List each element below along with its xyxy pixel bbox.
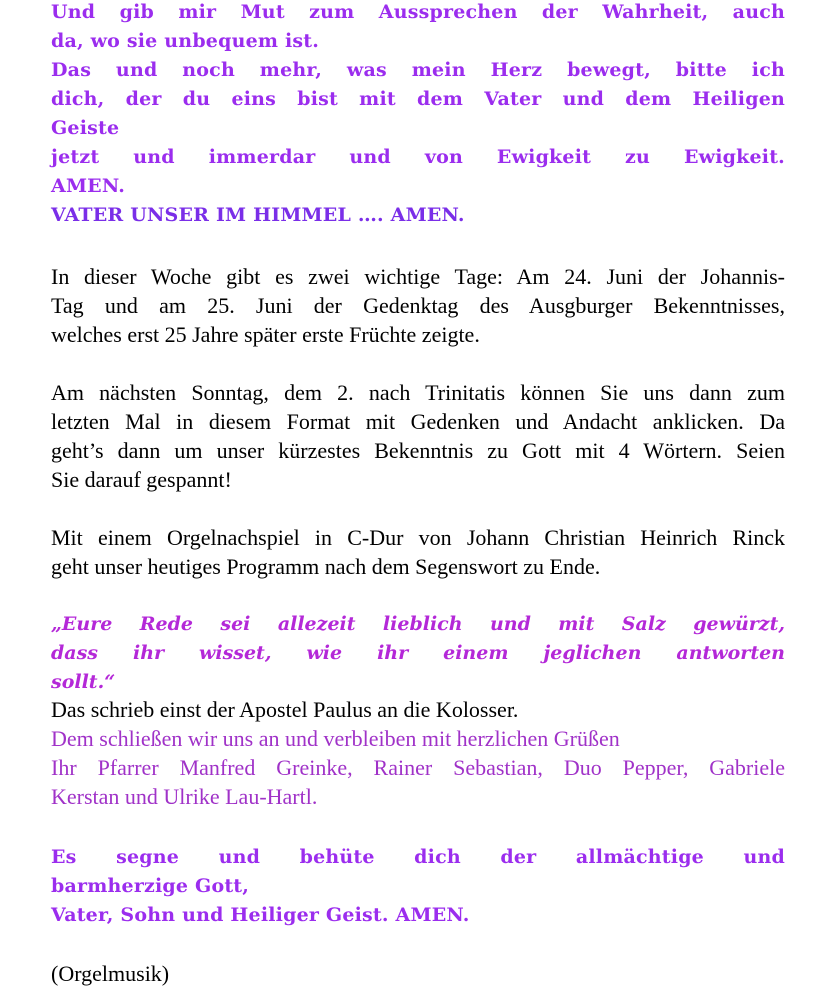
closing-signatories-line-1: Ihr Pfarrer Manfred Greinke, Rainer Sebastian, Duo Pepper, Gabriele bbox=[51, 755, 785, 780]
paragraph-line: geht’s dann um unser kürzestes Bekenntnis zu Gott mit 4 Wörtern. Seien bbox=[51, 438, 785, 463]
document-body bbox=[51, 0, 785, 988]
quote-line-1: „Eure Rede sei allezeit lieblich und mit Salz gewürzt, bbox=[51, 613, 785, 635]
prayer-line-7: AMEN. bbox=[51, 175, 126, 197]
blessing-block bbox=[51, 843, 785, 930]
music-label: (Orgelmusik) bbox=[51, 961, 170, 986]
blessing-line-1: Es segne und behüte dich der allmächtige und bbox=[51, 846, 785, 868]
quote-attribution: Das schrieb einst der Apostel Paulus an die Kolosser. bbox=[51, 697, 519, 722]
blessing-line-3: Vater, Sohn und Heiliger Geist. AMEN. bbox=[51, 904, 470, 926]
spacer bbox=[51, 811, 785, 840]
prayer-line-6: jetzt und immerdar und von Ewigkeit zu Ewigkeit. bbox=[51, 146, 785, 168]
paragraph-line: Mit einem Orgelnachspiel in C-Dur von Johann Christian Heinrich Rinck bbox=[51, 525, 785, 550]
paragraph-next-sunday bbox=[51, 378, 785, 494]
quote-line-2: dass ihr wisset, wie ihr einem jeglichen antworten bbox=[51, 642, 785, 664]
quote-line-3: sollt.“ bbox=[51, 671, 116, 693]
spacer bbox=[51, 494, 785, 523]
paragraph-line: welches erst 25 Jahre später erste Früchte zeigte. bbox=[51, 322, 480, 347]
paragraph-line: geht unser heutiges Programm nach dem Segenswort zu Ende. bbox=[51, 554, 601, 579]
spacer bbox=[51, 581, 785, 610]
bible-quote bbox=[51, 610, 785, 697]
organ-music-note bbox=[51, 959, 785, 988]
paragraph-line: letzten Mal in diesem Format mit Gedenken und Andacht anklicken. Da bbox=[51, 409, 785, 434]
paragraph-organ-postlude bbox=[51, 523, 785, 581]
prayer-block bbox=[51, 0, 785, 230]
closing-signatories-line-2: Kerstan und Ulrike Lau-Hartl. bbox=[51, 784, 318, 809]
spacer bbox=[51, 349, 785, 378]
prayer-line-1: Und gib mir Mut zum Aussprechen der Wahrheit, auch bbox=[51, 1, 785, 23]
paragraph-line: Am nächsten Sonntag, dem 2. nach Trinitatis können Sie uns dann zum bbox=[51, 380, 785, 405]
prayer-line-5: Geiste bbox=[51, 117, 120, 139]
paragraph-line: Sie darauf gespannt! bbox=[51, 467, 232, 492]
vater-unser-line: VATER UNSER IM HIMMEL …. AMEN. bbox=[51, 204, 465, 226]
spacer bbox=[51, 930, 785, 959]
paragraph-line: Tag und am 25. Juni der Gedenktag des Ausgburger Bekenntnisses, bbox=[51, 293, 785, 318]
paragraph-important-days bbox=[51, 262, 785, 349]
closing-block bbox=[51, 695, 785, 811]
prayer-line-2: da, wo sie unbequem ist. bbox=[51, 30, 320, 52]
prayer-line-4: dich, der du eins bist mit dem Vater und dem Heiligen bbox=[51, 88, 785, 110]
prayer-line-3: Das und noch mehr, was mein Herz bewegt, bitte ich bbox=[51, 59, 785, 81]
blessing-line-2: barmherzige Gott, bbox=[51, 875, 250, 897]
spacer bbox=[51, 230, 785, 259]
paragraph-line: In dieser Woche gibt es zwei wichtige Tage: Am 24. Juni der Johannis- bbox=[51, 264, 785, 289]
closing-greeting: Dem schließen wir uns an und verbleiben mit herzlichen Grüßen bbox=[51, 726, 620, 751]
